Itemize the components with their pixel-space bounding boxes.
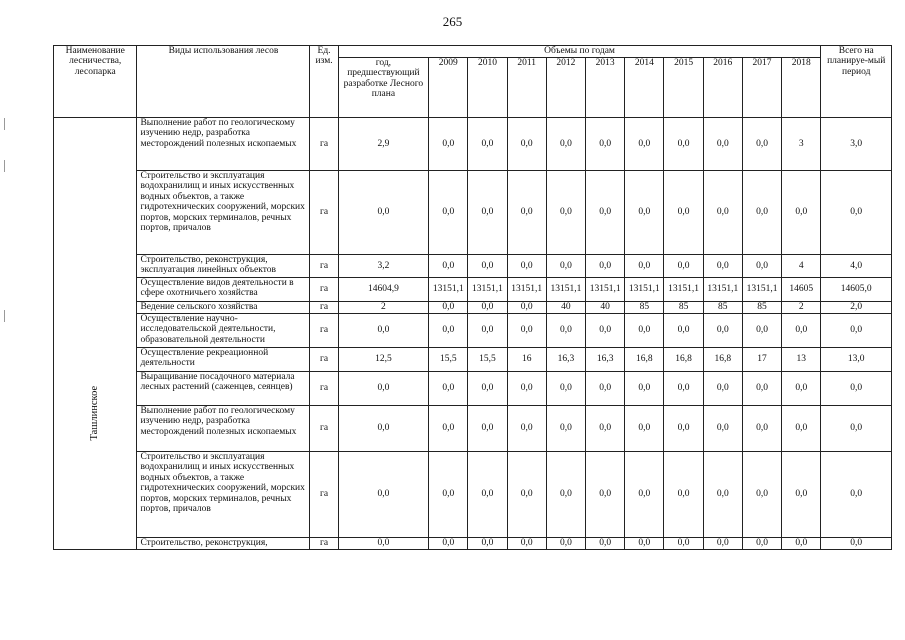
header-forest-use: Виды использования лесов — [137, 46, 310, 118]
year-cell: 16,3 — [586, 348, 625, 372]
forest-use-label: Ведение сельского хозяйства — [137, 302, 310, 314]
year-cell: 0,0 — [468, 538, 507, 550]
year-cell: 0,0 — [742, 538, 781, 550]
year-cell: 0,0 — [586, 406, 625, 452]
year-cell: 13151,1 — [468, 278, 507, 302]
header-year: 2014 — [625, 58, 664, 118]
year-cell: 0,0 — [586, 118, 625, 171]
year-cell: 0,0 — [507, 314, 546, 348]
year-cell: 85 — [742, 302, 781, 314]
unit-cell: га — [310, 538, 338, 550]
year-cell: 0,0 — [546, 314, 585, 348]
year-cell: 0,0 — [586, 538, 625, 550]
year-cell: 16,8 — [625, 348, 664, 372]
year-cell: 0,0 — [468, 372, 507, 406]
unit-cell: га — [310, 171, 338, 255]
year-cell: 16,8 — [703, 348, 742, 372]
year-cell: 0,0 — [664, 452, 703, 538]
header-year: 2010 — [468, 58, 507, 118]
year-cell: 13151,1 — [586, 278, 625, 302]
year-cell: 13151,1 — [625, 278, 664, 302]
forest-use-label: Строительство, реконструкция, — [137, 538, 310, 550]
total-cell: 13,0 — [821, 348, 892, 372]
table-row — [54, 118, 892, 171]
total-cell: 3,0 — [821, 118, 892, 171]
year-cell: 0,0 — [429, 255, 468, 278]
header-year: 2012 — [546, 58, 585, 118]
unit-cell: га — [310, 452, 338, 538]
table-row — [54, 278, 892, 302]
total-cell: 0,0 — [821, 171, 892, 255]
margin-mark — [4, 310, 5, 322]
year-cell: 0,0 — [429, 118, 468, 171]
year-cell: 14605 — [782, 278, 821, 302]
year-cell: 0,0 — [586, 171, 625, 255]
forest-use-label: Выполнение работ по геологическому изучению недр, разработка месторождений полезных ископаемых — [137, 406, 310, 452]
year-cell: 0,0 — [703, 406, 742, 452]
year-cell: 0,0 — [507, 452, 546, 538]
year-cell: 0,0 — [625, 538, 664, 550]
unit-cell: га — [310, 348, 338, 372]
year-cell: 16,8 — [664, 348, 703, 372]
header-volumes-by-year: Объемы по годам — [338, 46, 821, 58]
header-forestry-name: Наименование лесничества, лесопарка — [54, 46, 137, 118]
year-cell: 0,0 — [429, 372, 468, 406]
table-row — [54, 314, 892, 348]
year-cell: 0,0 — [664, 406, 703, 452]
year-cell: 0,0 — [742, 406, 781, 452]
year-cell: 0,0 — [546, 406, 585, 452]
year-cell: 2 — [782, 302, 821, 314]
unit-cell: га — [310, 302, 338, 314]
year-cell: 0,0 — [782, 314, 821, 348]
year-cell: 0,0 — [546, 255, 585, 278]
year-cell: 13151,1 — [703, 278, 742, 302]
unit-cell: га — [310, 118, 338, 171]
year-cell: 0,0 — [546, 452, 585, 538]
year-cell: 0,0 — [468, 118, 507, 171]
total-cell: 14605,0 — [821, 278, 892, 302]
header-total: Всего на планируе-мый период — [821, 46, 892, 118]
year-cell: 0,0 — [625, 372, 664, 406]
page-number: 265 — [442, 14, 463, 29]
year-cell: 0,0 — [703, 118, 742, 171]
prev-year-cell: 14604,9 — [338, 278, 429, 302]
year-cell: 85 — [664, 302, 703, 314]
year-cell: 17 — [742, 348, 781, 372]
year-cell: 0,0 — [429, 314, 468, 348]
table-row — [54, 348, 892, 372]
prev-year-cell: 2 — [338, 302, 429, 314]
total-cell: 0,0 — [821, 538, 892, 550]
year-cell: 13151,1 — [507, 278, 546, 302]
year-cell: 0,0 — [586, 372, 625, 406]
prev-year-cell: 0,0 — [338, 452, 429, 538]
total-cell: 0,0 — [821, 372, 892, 406]
header-year: 2017 — [742, 58, 781, 118]
district-cell — [54, 278, 137, 550]
prev-year-cell: 0,0 — [338, 406, 429, 452]
year-cell: 15,5 — [468, 348, 507, 372]
year-cell: 0,0 — [546, 538, 585, 550]
table-row — [54, 372, 892, 406]
year-cell: 0,0 — [703, 538, 742, 550]
year-cell: 0,0 — [468, 406, 507, 452]
header-unit: Ед. изм. — [310, 46, 338, 118]
year-cell: 0,0 — [782, 372, 821, 406]
forest-use-label: Выращивание посадочного материала лесных растений (саженцев, сеянцев) — [137, 372, 310, 406]
unit-cell: га — [310, 372, 338, 406]
year-cell: 0,0 — [664, 118, 703, 171]
header-year: 2009 — [429, 58, 468, 118]
year-cell: 0,0 — [507, 302, 546, 314]
year-cell: 0,0 — [586, 314, 625, 348]
table-row — [54, 538, 892, 550]
year-cell: 0,0 — [429, 406, 468, 452]
year-cell: 0,0 — [586, 255, 625, 278]
table-row — [54, 255, 892, 278]
prev-year-cell: 0,0 — [338, 314, 429, 348]
forest-use-label: Выполнение работ по геологическому изучению недр, разработка месторождений полезных ископаемых — [137, 118, 310, 171]
unit-cell: га — [310, 406, 338, 452]
year-cell: 40 — [586, 302, 625, 314]
total-cell: 0,0 — [821, 406, 892, 452]
forest-use-label: Осуществление научно-исследовательской деятельности, образовательной деятельности — [137, 314, 310, 348]
prev-year-cell: 0,0 — [338, 372, 429, 406]
year-cell: 0,0 — [507, 406, 546, 452]
year-cell: 85 — [625, 302, 664, 314]
header-prev-year: год, предшествующий разработке Лесного плана — [338, 58, 429, 118]
year-cell: 4 — [782, 255, 821, 278]
year-cell: 0,0 — [664, 314, 703, 348]
year-cell: 3 — [782, 118, 821, 171]
year-cell: 0,0 — [703, 255, 742, 278]
year-cell: 0,0 — [507, 118, 546, 171]
year-cell: 0,0 — [468, 314, 507, 348]
unit-cell: га — [310, 255, 338, 278]
year-cell: 0,0 — [664, 171, 703, 255]
prev-year-cell: 12,5 — [338, 348, 429, 372]
margin-mark — [4, 118, 5, 130]
header-year: 2011 — [507, 58, 546, 118]
header-year: 2016 — [703, 58, 742, 118]
year-cell: 0,0 — [782, 538, 821, 550]
year-cell: 0,0 — [468, 255, 507, 278]
year-cell: 0,0 — [664, 255, 703, 278]
header-year: 2015 — [664, 58, 703, 118]
total-cell: 0,0 — [821, 452, 892, 538]
year-cell: 0,0 — [703, 171, 742, 255]
year-cell: 0,0 — [703, 452, 742, 538]
total-cell: 0,0 — [821, 314, 892, 348]
year-cell: 0,0 — [429, 538, 468, 550]
table-row — [54, 452, 892, 538]
year-cell: 0,0 — [546, 118, 585, 171]
year-cell: 0,0 — [546, 171, 585, 255]
unit-cell: га — [310, 278, 338, 302]
district-cell-continued — [54, 118, 137, 278]
header-year: 2013 — [586, 58, 625, 118]
year-cell: 0,0 — [429, 171, 468, 255]
year-cell: 0,0 — [625, 406, 664, 452]
year-cell: 0,0 — [625, 171, 664, 255]
year-cell: 0,0 — [742, 314, 781, 348]
prev-year-cell: 0,0 — [338, 171, 429, 255]
year-cell: 15,5 — [429, 348, 468, 372]
forest-use-label: Строительство, реконструкция, эксплуатация линейных объектов — [137, 255, 310, 278]
year-cell: 0,0 — [703, 314, 742, 348]
year-cell: 0,0 — [429, 452, 468, 538]
year-cell: 0,0 — [507, 171, 546, 255]
forest-use-label: Строительство и эксплуатация водохранилищ и иных искусственных водных объектов, а также гидротехнических сооружений, морских портов, морских терминалов, речных портов, причалов — [137, 452, 310, 538]
year-cell: 0,0 — [507, 255, 546, 278]
table-row — [54, 406, 892, 452]
year-cell: 0,0 — [664, 372, 703, 406]
year-cell: 0,0 — [664, 538, 703, 550]
total-cell: 4,0 — [821, 255, 892, 278]
year-cell: 13 — [782, 348, 821, 372]
year-cell: 85 — [703, 302, 742, 314]
year-cell: 40 — [546, 302, 585, 314]
year-cell: 0,0 — [742, 372, 781, 406]
year-cell: 0,0 — [742, 452, 781, 538]
year-cell: 16 — [507, 348, 546, 372]
year-cell: 0,0 — [625, 314, 664, 348]
table-row — [54, 302, 892, 314]
year-cell: 0,0 — [625, 452, 664, 538]
year-cell: 0,0 — [468, 171, 507, 255]
year-cell: 0,0 — [625, 255, 664, 278]
year-cell: 0,0 — [507, 372, 546, 406]
year-cell: 0,0 — [546, 372, 585, 406]
prev-year-cell: 3,2 — [338, 255, 429, 278]
year-cell: 0,0 — [782, 171, 821, 255]
margin-mark — [4, 160, 5, 172]
total-cell: 2,0 — [821, 302, 892, 314]
header-year: 2018 — [782, 58, 821, 118]
year-cell: 16,3 — [546, 348, 585, 372]
year-cell: 0,0 — [742, 118, 781, 171]
unit-cell: га — [310, 314, 338, 348]
year-cell: 0,0 — [507, 538, 546, 550]
year-cell: 0,0 — [782, 406, 821, 452]
forest-use-table — [53, 45, 892, 550]
district-name: Ташлинское — [89, 385, 101, 441]
year-cell: 0,0 — [586, 452, 625, 538]
year-cell: 0,0 — [742, 255, 781, 278]
forest-use-label: Осуществление рекреационной деятельности — [137, 348, 310, 372]
table-row — [54, 171, 892, 255]
prev-year-cell: 0,0 — [338, 538, 429, 550]
year-cell: 13151,1 — [546, 278, 585, 302]
year-cell: 13151,1 — [664, 278, 703, 302]
prev-year-cell: 2,9 — [338, 118, 429, 171]
year-cell: 0,0 — [742, 171, 781, 255]
year-cell: 0,0 — [782, 452, 821, 538]
year-cell: 13151,1 — [742, 278, 781, 302]
forest-use-label: Осуществление видов деятельности в сфере охотничьего хозяйства — [137, 278, 310, 302]
year-cell: 13151,1 — [429, 278, 468, 302]
year-cell: 0,0 — [703, 372, 742, 406]
year-cell: 0,0 — [429, 302, 468, 314]
year-cell: 0,0 — [468, 452, 507, 538]
forest-use-label: Строительство и эксплуатация водохранилищ и иных искусственных водных объектов, а также гидротехнических сооружений, морских портов, морских терминалов, речных портов, причалов — [137, 171, 310, 255]
year-cell: 0,0 — [625, 118, 664, 171]
year-cell: 0,0 — [468, 302, 507, 314]
